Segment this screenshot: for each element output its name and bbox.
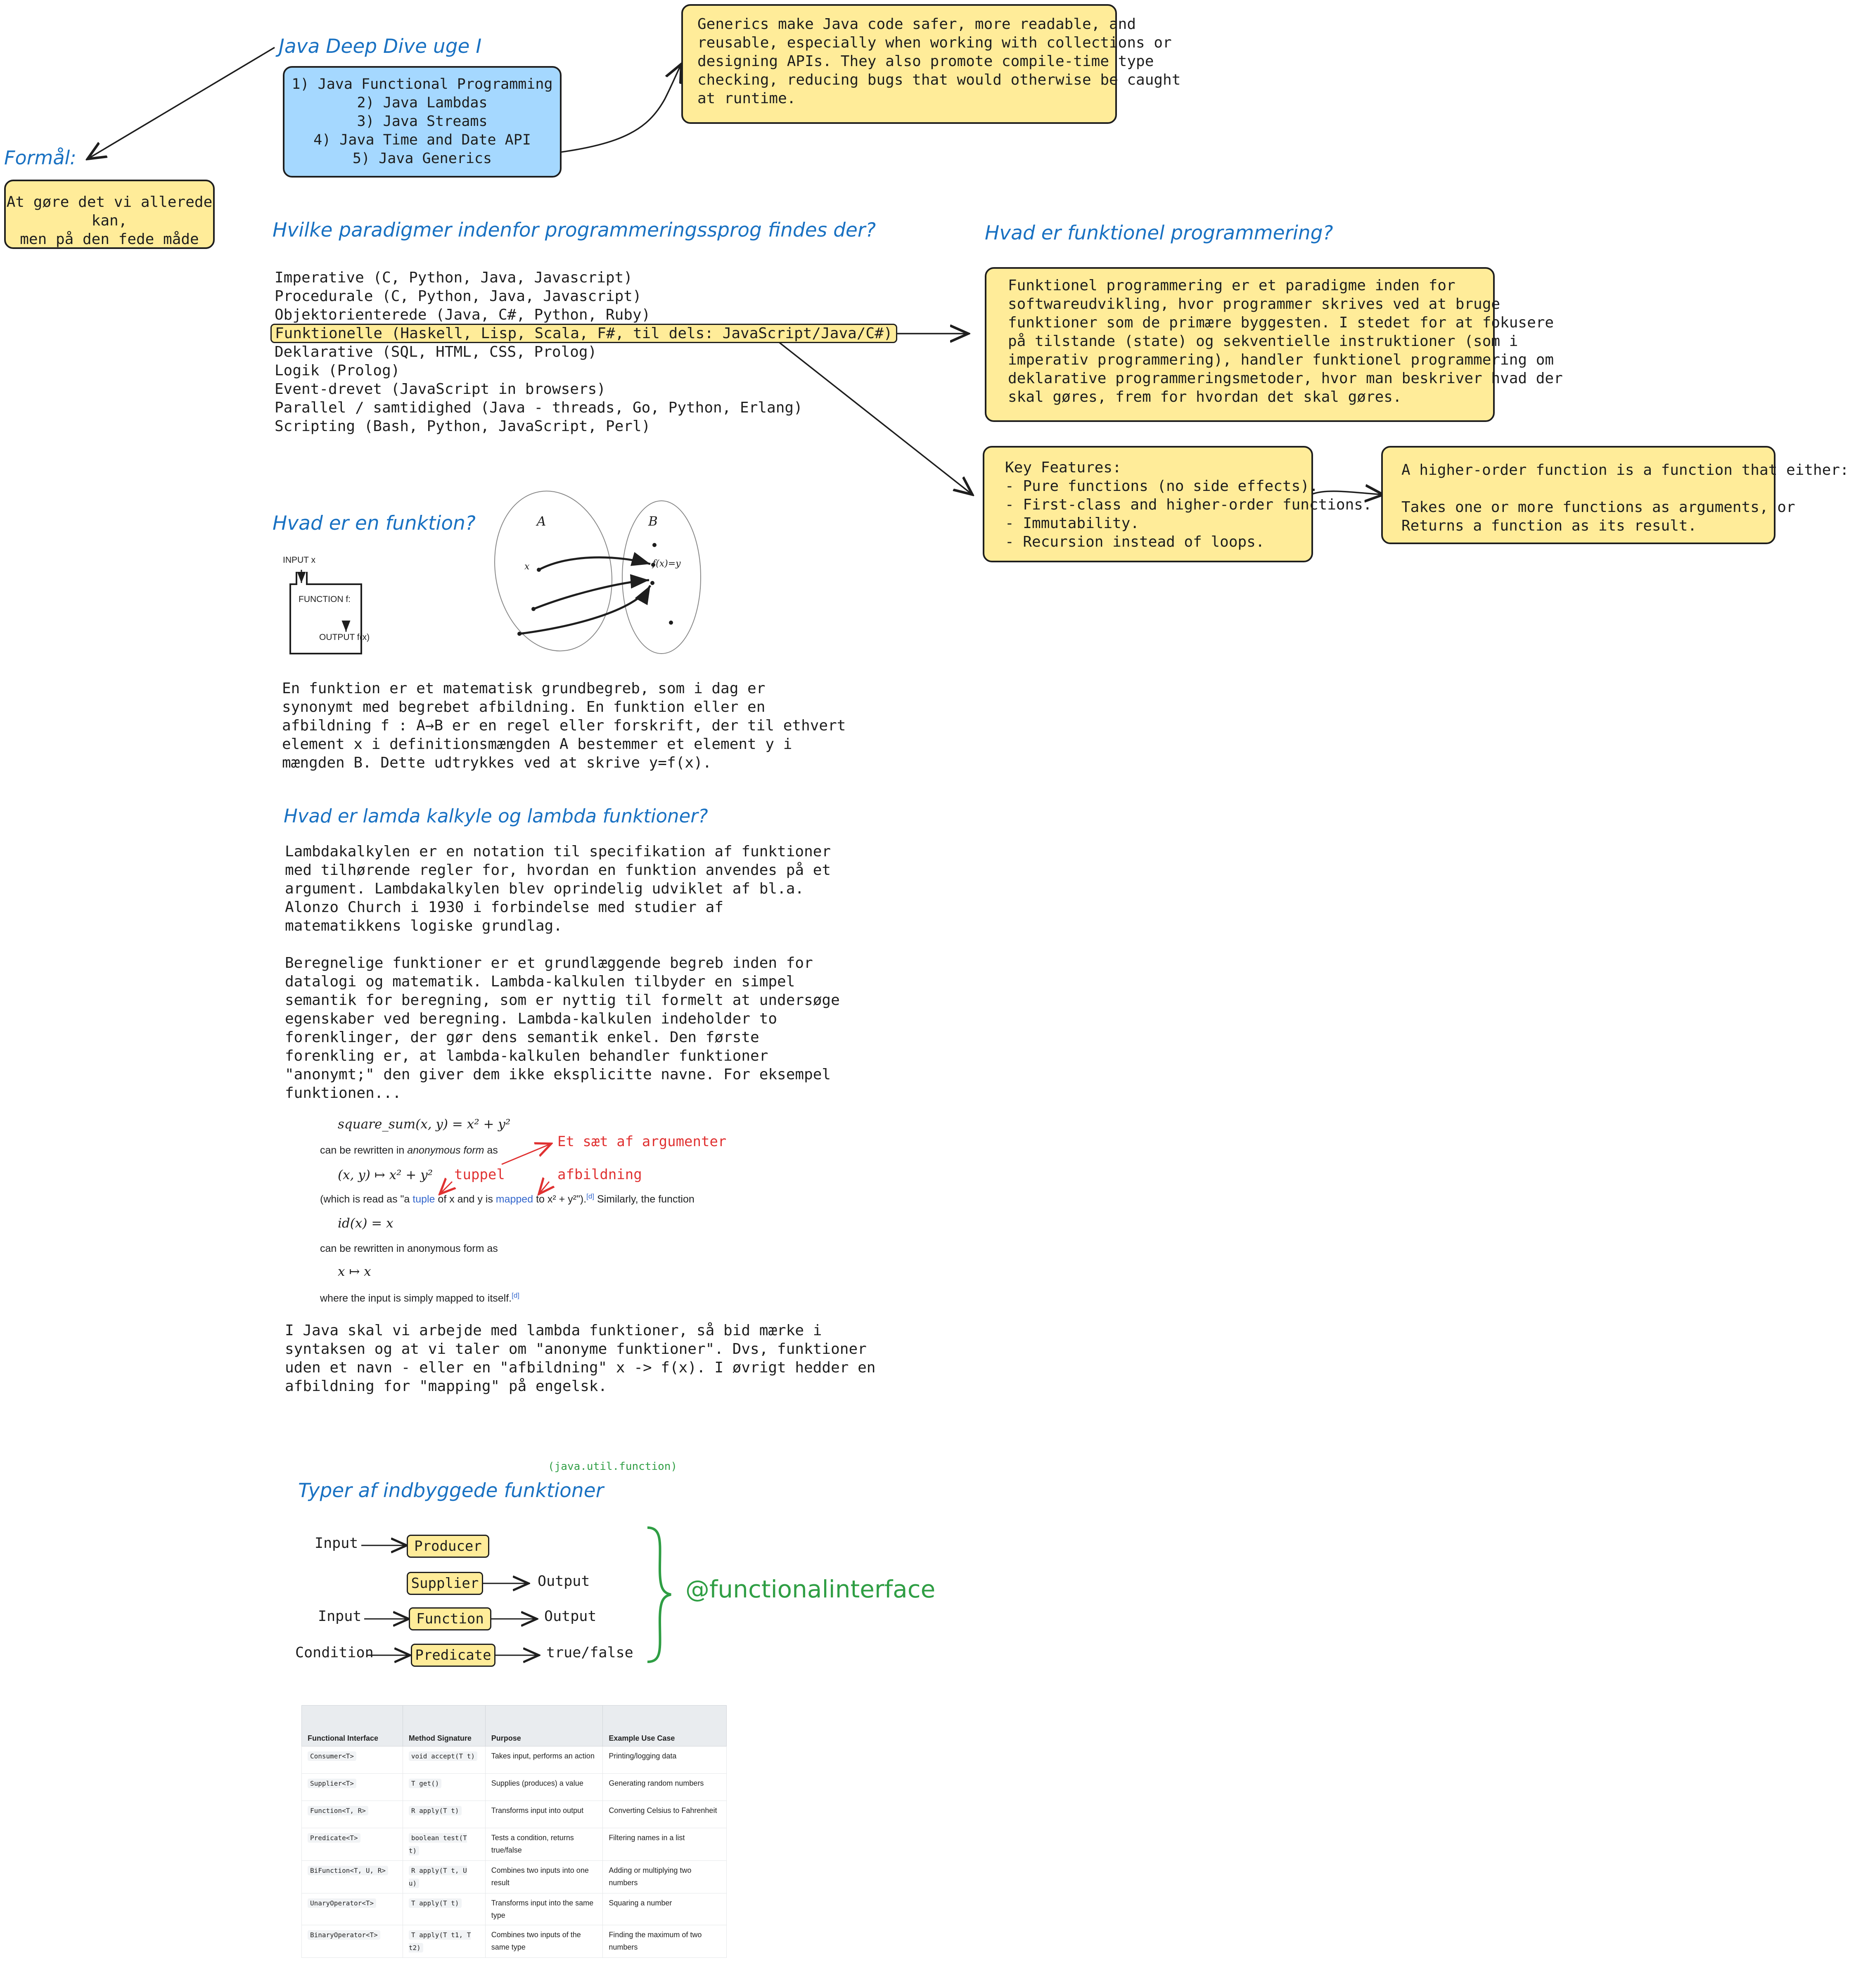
text-line: syntaksen og at vi taler om "anonyme funktioner". Dvs, funktioner	[285, 1341, 867, 1358]
example-cell: Finding the maximum of two numbers	[603, 1925, 727, 1958]
wiki-line-rewritten-1	[320, 1144, 498, 1156]
annotation-arguments: Et sæt af argumenter	[557, 1133, 727, 1150]
topic-item: 1) Java Functional Programming	[292, 76, 553, 92]
text-line: mængden B. Dette udtrykkes ved at skrive y=f(x).	[282, 754, 712, 771]
function-box: Function	[409, 1607, 491, 1630]
note-line: Funktionel programmering er et paradigme inden for	[1008, 277, 1455, 294]
text-line: Beregnelige funktioner er et grundlæggende begreb inden for	[285, 955, 813, 971]
interface-name: Function<T, R>	[308, 1806, 368, 1815]
wiki-text: Similarly, the function	[594, 1193, 695, 1205]
topic-item: 2) Java Lambdas	[357, 95, 488, 111]
method-signature: T get()	[409, 1779, 441, 1788]
lambda-paragraph-2	[285, 954, 840, 1102]
wiki-line-where	[320, 1291, 519, 1304]
interface-name: Consumer<T>	[308, 1751, 356, 1761]
text-line: Lambdakalkylen er en notation til specifikation af funktioner	[285, 843, 831, 860]
purpose-cell: Transforms input into the same type	[485, 1893, 603, 1925]
equation-square-sum: square_sum(x, y) = x² + y²	[338, 1117, 511, 1132]
functional-definition	[985, 267, 1563, 422]
element-x-label: x	[524, 562, 530, 572]
annotation-mapping: afbildning	[557, 1166, 642, 1183]
note-line: Returns a function as its result.	[1401, 517, 1697, 534]
curly-brace	[647, 1528, 671, 1662]
page-title: Java Deep Dive uge I	[279, 35, 482, 58]
table-header-row	[302, 1706, 727, 1746]
predicate-box: Predicate	[411, 1644, 495, 1667]
text-line: afbildning f : A→B er en regel eller forskrift, der til ethvert	[282, 717, 846, 734]
text-line: Alonzo Church i 1930 i forbindelse med studier af	[285, 899, 724, 916]
paradigm-item: Objektorienterede (Java, C#, Python, Ruby)	[275, 306, 651, 323]
functionalinterface-annotation: @functionalinterface	[685, 1575, 936, 1603]
predicate-condition-label: Condition	[295, 1644, 374, 1661]
table-header-cell: Purpose	[485, 1706, 603, 1746]
note-line: Key Features:	[1005, 459, 1121, 476]
function-input-label: Input	[318, 1608, 362, 1625]
note-line: designing APIs. They also promote compile-time type	[697, 53, 1154, 70]
key-features-note	[983, 446, 1372, 562]
example-cell: Printing/logging data	[603, 1746, 727, 1774]
equation-identity-anonymous: x ↦ x	[338, 1264, 371, 1279]
topics-box	[283, 66, 562, 178]
topic-item: 3) Java Streams	[357, 113, 488, 130]
arrow-annotation-args	[502, 1144, 551, 1164]
example-cell: Converting Celsius to Fahrenheit	[603, 1801, 727, 1828]
purpose-cell: Supplies (produces) a value	[485, 1774, 603, 1801]
wiki-line-read-as	[320, 1192, 695, 1205]
formal-heading: Formål:	[4, 147, 76, 169]
note-line: - First-class and higher-order functions.	[1005, 496, 1372, 513]
equation-anonymous-form: (x, y) ↦ x² + y²	[338, 1168, 433, 1182]
text-line: datalogi og matematik. Lambda-kalkulen tilbyder en simpel	[285, 973, 795, 990]
note-line: imperativ programmering), handler funktionel programmering om	[1008, 351, 1554, 368]
note-line: - Pure functions (no side effects).	[1005, 478, 1318, 495]
machine-input-label: INPUT x	[283, 555, 315, 565]
note-line: at runtime.	[697, 90, 796, 107]
table-header-cell: Functional Interface	[302, 1706, 403, 1746]
set-b-label: B	[648, 514, 658, 529]
producer-box: Producer	[407, 1535, 489, 1558]
table-header-cell: Example Use Case	[603, 1706, 727, 1746]
note-line: men på den fede måde	[20, 231, 199, 248]
purpose-cell: Combines two inputs into one result	[485, 1861, 603, 1893]
builtin-heading: Typer af indbyggede funktioner	[298, 1479, 604, 1502]
text-line: egenskaber ved beregning. Lambda-kalkulen indeholder to	[285, 1010, 778, 1027]
example-cell: Generating random numbers	[603, 1774, 727, 1801]
note-line: skal gøres, frem for hvordan det skal gøres.	[1008, 389, 1402, 405]
mapped-link[interactable]: mapped	[495, 1193, 533, 1205]
note-line: deklarative programmeringsmetoder, hvor man beskriver hvad der	[1008, 370, 1563, 387]
wiki-emphasis: anonymous form	[407, 1144, 484, 1156]
wiki-text: of x and y is	[435, 1193, 496, 1205]
footnote-link[interactable]: [d]	[586, 1192, 595, 1200]
topic-item: 4) Java Time and Date API	[313, 132, 531, 148]
interface-name: Predicate<T>	[308, 1833, 360, 1843]
note-line: reusable, especially when working with collections or	[697, 34, 1172, 51]
note-line: - Recursion instead of loops.	[1005, 533, 1265, 550]
purpose-cell: Combines two inputs of the same type	[485, 1925, 603, 1958]
method-signature: R apply(T t)	[409, 1806, 462, 1815]
producer-input-label: Input	[315, 1535, 358, 1552]
wiki-text: can be rewritten in	[320, 1144, 408, 1156]
set-a-label: A	[537, 514, 546, 529]
interface-name: Supplier<T>	[308, 1779, 356, 1788]
functional-heading: Hvad er funktionel programmering?	[985, 222, 1333, 244]
note-line: Generics make Java code safer, more readable, and	[697, 16, 1136, 33]
arrow-title-to-formal	[88, 47, 275, 159]
machine-output-label: OUTPUT f(x)	[319, 633, 370, 642]
purpose-cell: Tests a condition, returns true/false	[485, 1828, 603, 1861]
set-mapping-diagram	[482, 482, 701, 661]
wiki-text: (which is read as "a	[320, 1193, 413, 1205]
text-line: "anonymt;" den giver dem ikke eksplicitte navne. For eksempel	[285, 1066, 831, 1083]
note-line: funktioner som de primære byggesten. I stedet for at fokusere	[1008, 314, 1554, 331]
paradigm-list	[275, 268, 897, 436]
paradigm-item: Imperative (C, Python, Java, Javascript)	[275, 269, 633, 286]
tuple-link[interactable]: tuple	[412, 1193, 435, 1205]
lambda-heading: Hvad er lamda kalkyle og lambda funktioner?	[284, 805, 708, 827]
text-line: matematikkens logiske grundlag.	[285, 917, 562, 934]
paradigm-item: Event-drevet (JavaScript in browsers)	[275, 381, 606, 398]
predicate-output-label: true/false	[546, 1644, 633, 1661]
wiki-line-rewritten-2: can be rewritten in anonymous form as	[320, 1243, 498, 1254]
method-signature: T apply(T t1, T t2)	[408, 1931, 471, 1952]
function-heading: Hvad er en funktion?	[273, 512, 476, 535]
note-line	[1401, 479, 1774, 498]
table-row	[302, 1861, 727, 1893]
supplier-box: Supplier	[407, 1572, 483, 1595]
text-line: forenkling er, at lambda-kalkulen behandler funktioner	[285, 1047, 768, 1064]
text-line: afbildning for "mapping" på engelsk.	[285, 1378, 607, 1395]
example-cell: Squaring a number	[603, 1893, 727, 1925]
annotation-tuple: tuppel	[454, 1166, 505, 1183]
higher-order-note	[1381, 446, 1849, 544]
text-line: I Java skal vi arbejde med lambda funktioner, så bid mærke i	[285, 1322, 822, 1339]
formal-note	[4, 180, 215, 249]
table-row	[302, 1746, 727, 1774]
table-row	[302, 1801, 727, 1828]
wiki-text: as	[484, 1144, 498, 1156]
table-row	[302, 1893, 727, 1925]
note-line: Takes one or more functions as arguments, or	[1401, 499, 1795, 516]
table-row	[302, 1828, 727, 1861]
table-header-cell: Method Signature	[403, 1706, 485, 1746]
note-line: At gøre det vi allerede kan,	[6, 194, 213, 229]
paradigm-item: Scripting (Bash, Python, JavaScript, Perl)	[275, 418, 651, 435]
text-line: uden et navn - eller en "afbildning" x -> f(x). I øvrigt hedder en	[285, 1359, 876, 1376]
paradigm-item: Parallel / samtidighed (Java - threads, Go, Python, Erlang)	[275, 399, 803, 416]
paradigm-item: Deklarative (SQL, HTML, CSS, Prolog)	[275, 344, 597, 360]
supplier-output-label: Output	[538, 1573, 590, 1590]
machine-box-label: FUNCTION f:	[299, 595, 351, 604]
paradigm-item: Logik (Prolog)	[275, 362, 400, 379]
interface-name: UnaryOperator<T>	[308, 1898, 376, 1908]
text-line: argument. Lambdakalkylen blev oprindelig udviklet af bl.a.	[285, 880, 804, 897]
wiki-text: to x² + y²").	[533, 1193, 587, 1205]
footnote-link[interactable]: [d]	[512, 1291, 520, 1299]
text-line: synonymt med begrebet afbildning. En funktion eller en	[282, 699, 766, 716]
interface-name: BinaryOperator<T>	[308, 1930, 380, 1940]
note-line: softwareudvikling, hvor programmer skrives ved at bruge	[1008, 296, 1501, 313]
paradigms-heading: Hvilke paradigmer indenfor programmeringssprog findes der?	[273, 219, 876, 242]
purpose-cell: Transforms input into output	[485, 1801, 603, 1828]
method-signature: boolean test(T t)	[408, 1834, 467, 1855]
example-cell: Filtering names in a list	[603, 1828, 727, 1861]
method-signature: T apply(T t)	[409, 1898, 462, 1908]
text-line: forenklinger, der gør dens semantik enkel. Den første	[285, 1029, 759, 1046]
table-row	[302, 1774, 727, 1801]
text-line: med tilhørende regler for, hvordan en funktion anvendes på et	[285, 862, 831, 879]
generics-note	[681, 4, 1181, 124]
functional-interface-table	[301, 1705, 727, 1958]
text-line: element x i definitionsmængden A bestemmer et element y i	[282, 736, 792, 753]
note-line: checking, reducing bugs that would otherwise be caught	[697, 71, 1181, 88]
table-row	[302, 1925, 727, 1958]
note-line: A higher-order function is a function that either:	[1401, 462, 1849, 479]
equation-identity: id(x) = x	[338, 1216, 394, 1231]
method-signature: void accept(T t)	[409, 1751, 477, 1761]
example-cell: Adding or multiplying two numbers	[603, 1861, 727, 1893]
package-label: (java.util.function)	[548, 1460, 678, 1473]
purpose-cell: Takes input, performs an action	[485, 1746, 603, 1774]
paradigm-item-highlighted: Funktionelle (Haskell, Lisp, Scala, F#, til dels: JavaScript/Java/C#)	[270, 324, 897, 343]
note-line: - Immutability.	[1005, 515, 1140, 532]
paradigm-item: Procedurale (C, Python, Java, Javascript)	[275, 288, 642, 305]
text-line: funktionen...	[285, 1085, 401, 1102]
text-line: En funktion er et matematisk grundbegreb, som i dag er	[282, 680, 766, 697]
function-output-label: Output	[544, 1608, 597, 1625]
topic-item: 5) Java Generics	[352, 150, 492, 167]
wiki-text: where the input is simply mapped to itself.	[320, 1292, 512, 1304]
text-line: semantik for beregning, som er nyttig til formelt at undersøge	[285, 992, 840, 1009]
note-line: på tilstande (state) og sekventielle instruktioner (som i	[1008, 333, 1518, 350]
lambda-paragraph-3	[285, 1321, 875, 1396]
element-fx-label: f(x)=y	[652, 559, 681, 569]
function-text	[282, 679, 846, 772]
interface-name: BiFunction<T, U, R>	[308, 1866, 388, 1875]
method-signature: R apply(T t, U u)	[408, 1867, 467, 1887]
lambda-paragraph-1	[285, 842, 831, 935]
